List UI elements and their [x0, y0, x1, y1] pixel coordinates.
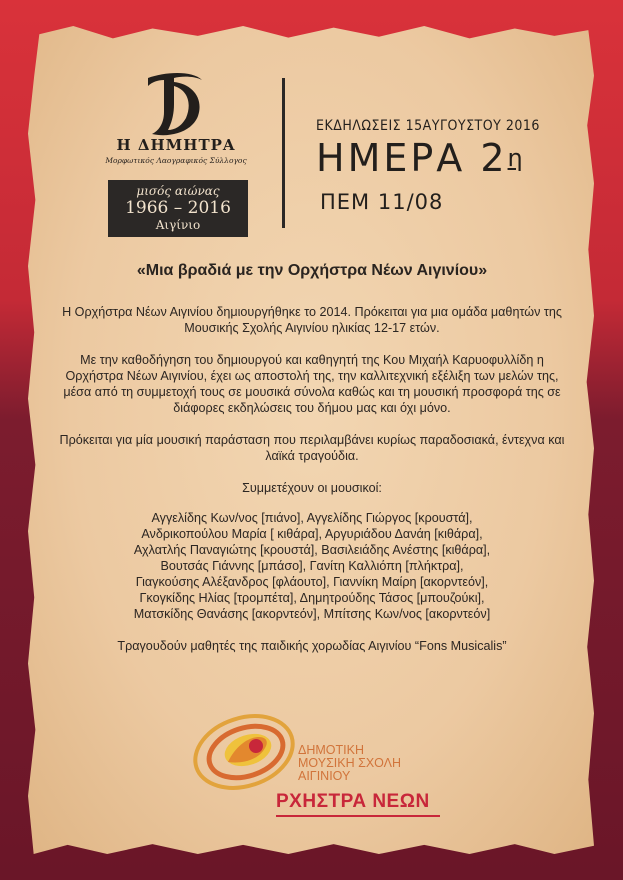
- musicians-line: Βουτσάς Γιάννης [μπάσο], Γανίτη Καλλιόπη [πλήκτρα],: [160, 559, 464, 573]
- event-day-suffix: η: [507, 144, 523, 172]
- musicians-line: Ανδρικοπούλου Μαρία [ κιθάρα], Αργυριάδου Δανάη [κιθάρα],: [141, 527, 483, 541]
- brand-name: Η ΔΗΜΗΤΡΑ: [116, 136, 236, 154]
- brand-subtitle: Μορφωτικός Λαογραφικός Σύλλογος: [105, 156, 247, 165]
- musicians-list: [50, 510, 574, 622]
- orchestra-underline: [276, 815, 440, 817]
- music-school-logo-icon: [186, 710, 298, 796]
- school-line-1: ΔΗΜΟΤΙΚΗ: [298, 743, 364, 757]
- paragraph-mission: Με την καθοδήγηση του δημιουργού και καθηγητή της Κου Μιχαήλ Καρυοφυλλίδη η Ορχήστρα Νέων Αιγινίου, έχει ως αποστολή της, την καλλιτεχνική εξέλιξη των μελών της, μέσα από τη συμμετοχή τους σε μουσικά σύνολα καθώς και τη μουσική προσφορά της σε διάφορες εκδηλώσεις του δήμου μας και όχι μόνο.: [63, 353, 561, 415]
- dimitra-logo-icon: [134, 64, 214, 144]
- musicians-heading: Συμμετέχουν οι μουσικοί:: [242, 481, 382, 495]
- anniversary-years: 1966 – 2016: [125, 198, 231, 218]
- musicians-line: Αχλατλής Παναγιώτης [κρουστά], Βασιλειάδης Ανέστης [κιθάρα],: [133, 543, 491, 557]
- school-line-3: ΑΙΓΙΝΙΟΥ: [298, 769, 351, 783]
- event-day-text: ΗΜΕΡΑ 2: [316, 136, 508, 180]
- event-day: [316, 136, 523, 180]
- anniversary-label: μισός αιώνας: [136, 184, 220, 198]
- school-line-2: ΜΟΥΣΙΚΗ ΣΧΟΛΗ: [298, 756, 402, 770]
- musicians-line: Ματσκίδης Θανάσης [ακορντεόν], Μπίτσης Κων/νος [ακορντεόν]: [133, 607, 491, 621]
- anniversary-city: Αιγίνιο: [155, 218, 201, 232]
- orchestra-name: ΡΧΗΣΤΡΑ ΝΕΩΝ: [276, 791, 430, 812]
- anniversary-box: [108, 180, 248, 237]
- musicians-line: Γκογκίδης Ηλίας [τρομπέτα], Δημητρούδης Τάσος [μπουζούκι],: [139, 591, 485, 605]
- choir-line: Τραγουδούν μαθητές της παιδικής χορωδίας Αιγινίου “Fons Musicalis”: [117, 639, 507, 653]
- body-text: [50, 304, 574, 670]
- page-title: «Μια βραδιά με την Ορχήστρα Νέων Αιγινίου»: [136, 262, 488, 279]
- paragraph-intro: Η Ορχήστρα Νέων Αιγινίου δημιουργήθηκε το 2014. Πρόκειται για μια ομάδα μαθητών της Μουσικής Σχολής Αιγινίου ηλικίας 12-17 ετών.: [62, 305, 562, 335]
- event-series: ΕΚΔΗΛΩΣΕΙΣ 15ΑΥΓΟΥΣΤΟΥ 2016: [316, 118, 540, 134]
- header-divider: [282, 78, 285, 228]
- musicians-line: Γιαγκούσης Αλέξανδρος [φλάουτο], Γιαννίκη Μαίρη [ακορντεόν],: [135, 575, 489, 589]
- school-name: [298, 744, 401, 783]
- paragraph-repertoire: Πρόκειται για μία μουσική παράσταση που περιλαμβάνει κυρίως παραδοσιακά, έντεχνα και λαϊκά τραγούδια.: [59, 433, 565, 463]
- musicians-line: Αγγελίδης Κων/νος [πιάνο], Αγγελίδης Γιώργος [κρουστά],: [151, 511, 473, 525]
- event-date: ΠΕΜ 11/08: [320, 190, 444, 214]
